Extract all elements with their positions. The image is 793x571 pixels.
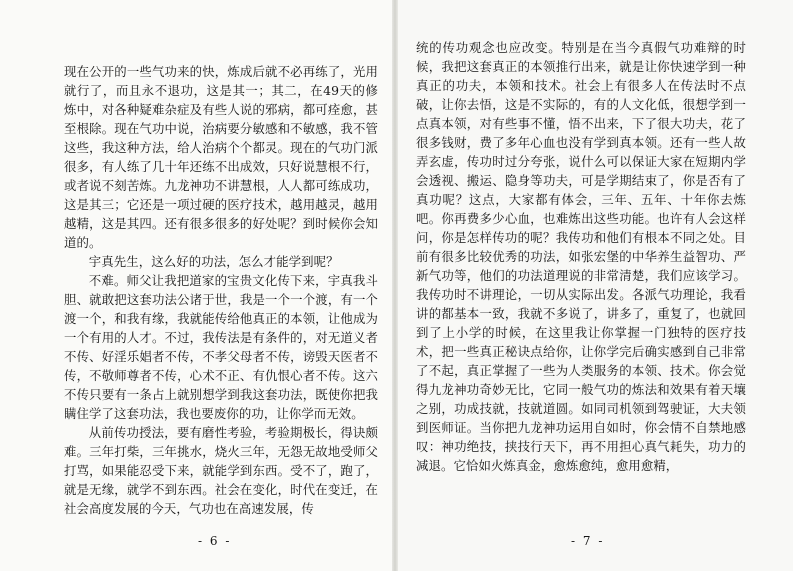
paragraph: 统的传功观念也应改变。特别是在当今真假气功难辩的时候，我把这套真正的本领推行出来，就是让你快速学到一种真正的功夫，本领和技术。社会上有很多人在传法时不点破，让你去悟，这是不实际的，有的人文化低，很想学到一点真本领，对有些事不懂，悟不出来，下了很大功夫，花了很多钱财，费了多年心血也没有学到真本领。还有一些人故弄玄虚，传功时过分夸张，说什么可以保证大家在短期内学会透视、搬运、隐身等功夫，可是学期结束了，你是否有了真功呢？这点，大家都有体会，三年、五年、十年你去炼吧。你再费多少心血，也难炼出这些功能。也许有人会这样问，你是怎样传功的呢？我传功和他们有根本不同之处。目前有很多比较优秀的功法，如张宏堡的中华养生益智功、严新气功等，他们的功法道理说的非常清楚，我们应该学习。我传功时不讲理论，一切从实际出发。各派气功理论，我看讲的都基本一致，我就不多说了，讲多了，重复了，也就回到了上小学的时候，在这里我让你掌握一门独特的医疗技术，把一些真正秘诀点给你，让你学完后确实感到自己非常了不起，真正掌握了一些为人类服务的本领、技术。你会觉得九龙神功奇妙无比，它同一般气功的炼法和效果有着天壤之别，功成技就，技就道圆。如同司机领到驾驶证，大夫领到医师证。当你把九龙神功运用自如时，你会情不自禁地感叹：神功绝技，挟技行天下，再不用担心真气耗失，功力的减退。它恰如火炼真金，愈炼愈纯，愈用愈精， (416, 40, 746, 473)
paragraph: 不难。师父让我把道家的宝贵文化传下来，宇真我斗胆、就敢把这套功法公诸于世，我是一个一个渡，有一个渡一个，和我有缘，我就能传给他真正的本领，让他成为一个有用的人才。不过，我传法是有条件的，对无道义者不传、好淫乐娼者不传，不孝父母者不传，谤毁天医者不传，不敬师尊者不传，心术不正、有仇恨心者不传。这六不传只要有一条占上就别想学到我这套功法，既使你把我瞒住学了这套功法，我也要废你的功，让你学而无效。 (64, 273, 378, 421)
right-page-body (416, 38, 746, 475)
paragraph: 宇真先生，这么好的功法，怎么才能学到呢？ (88, 254, 339, 269)
page-number: - 6 - (198, 534, 232, 548)
paragraph: 现在公开的一些气功来的快，炼成后就不必再练了，光用就行了，而且永不退功，这是其一；其二，在49天的修炼中，对各种疑难杂症及有些人说的邪病，都可痊愈，甚至根除。现在气功中说，治病要分敏感和不敏感，我不管这些，我这种方法，给人治病个个都灵。现在的气功门派很多，有人练了几十年还练不出成效，只好说慧根不行，或者说不刻苦炼。九龙神功不讲慧根，人人都可练成功，这是其三；它还是一项过硬的医疗技术，越用越灵，越用越精，这是其四。还有很多很多的好处呢？到时候你会知道的。 (64, 64, 378, 250)
left-page (0, 0, 392, 571)
page-number: - 7 - (571, 534, 605, 548)
paragraph: 从前传功授法，要有磨性考验，考验期极长，得诀颇难。三年打柴，三年挑水，烧火三年，无怨无故地受师父打骂，如果能忍受下来，就能学到东西。受不了，跑了，就是无缘，就学不到东西。社会在变化，时代在变迁，在社会高度发展的今天，气功也在高速发展，传 (64, 425, 378, 516)
left-page-body (64, 62, 378, 518)
right-page (398, 0, 793, 571)
